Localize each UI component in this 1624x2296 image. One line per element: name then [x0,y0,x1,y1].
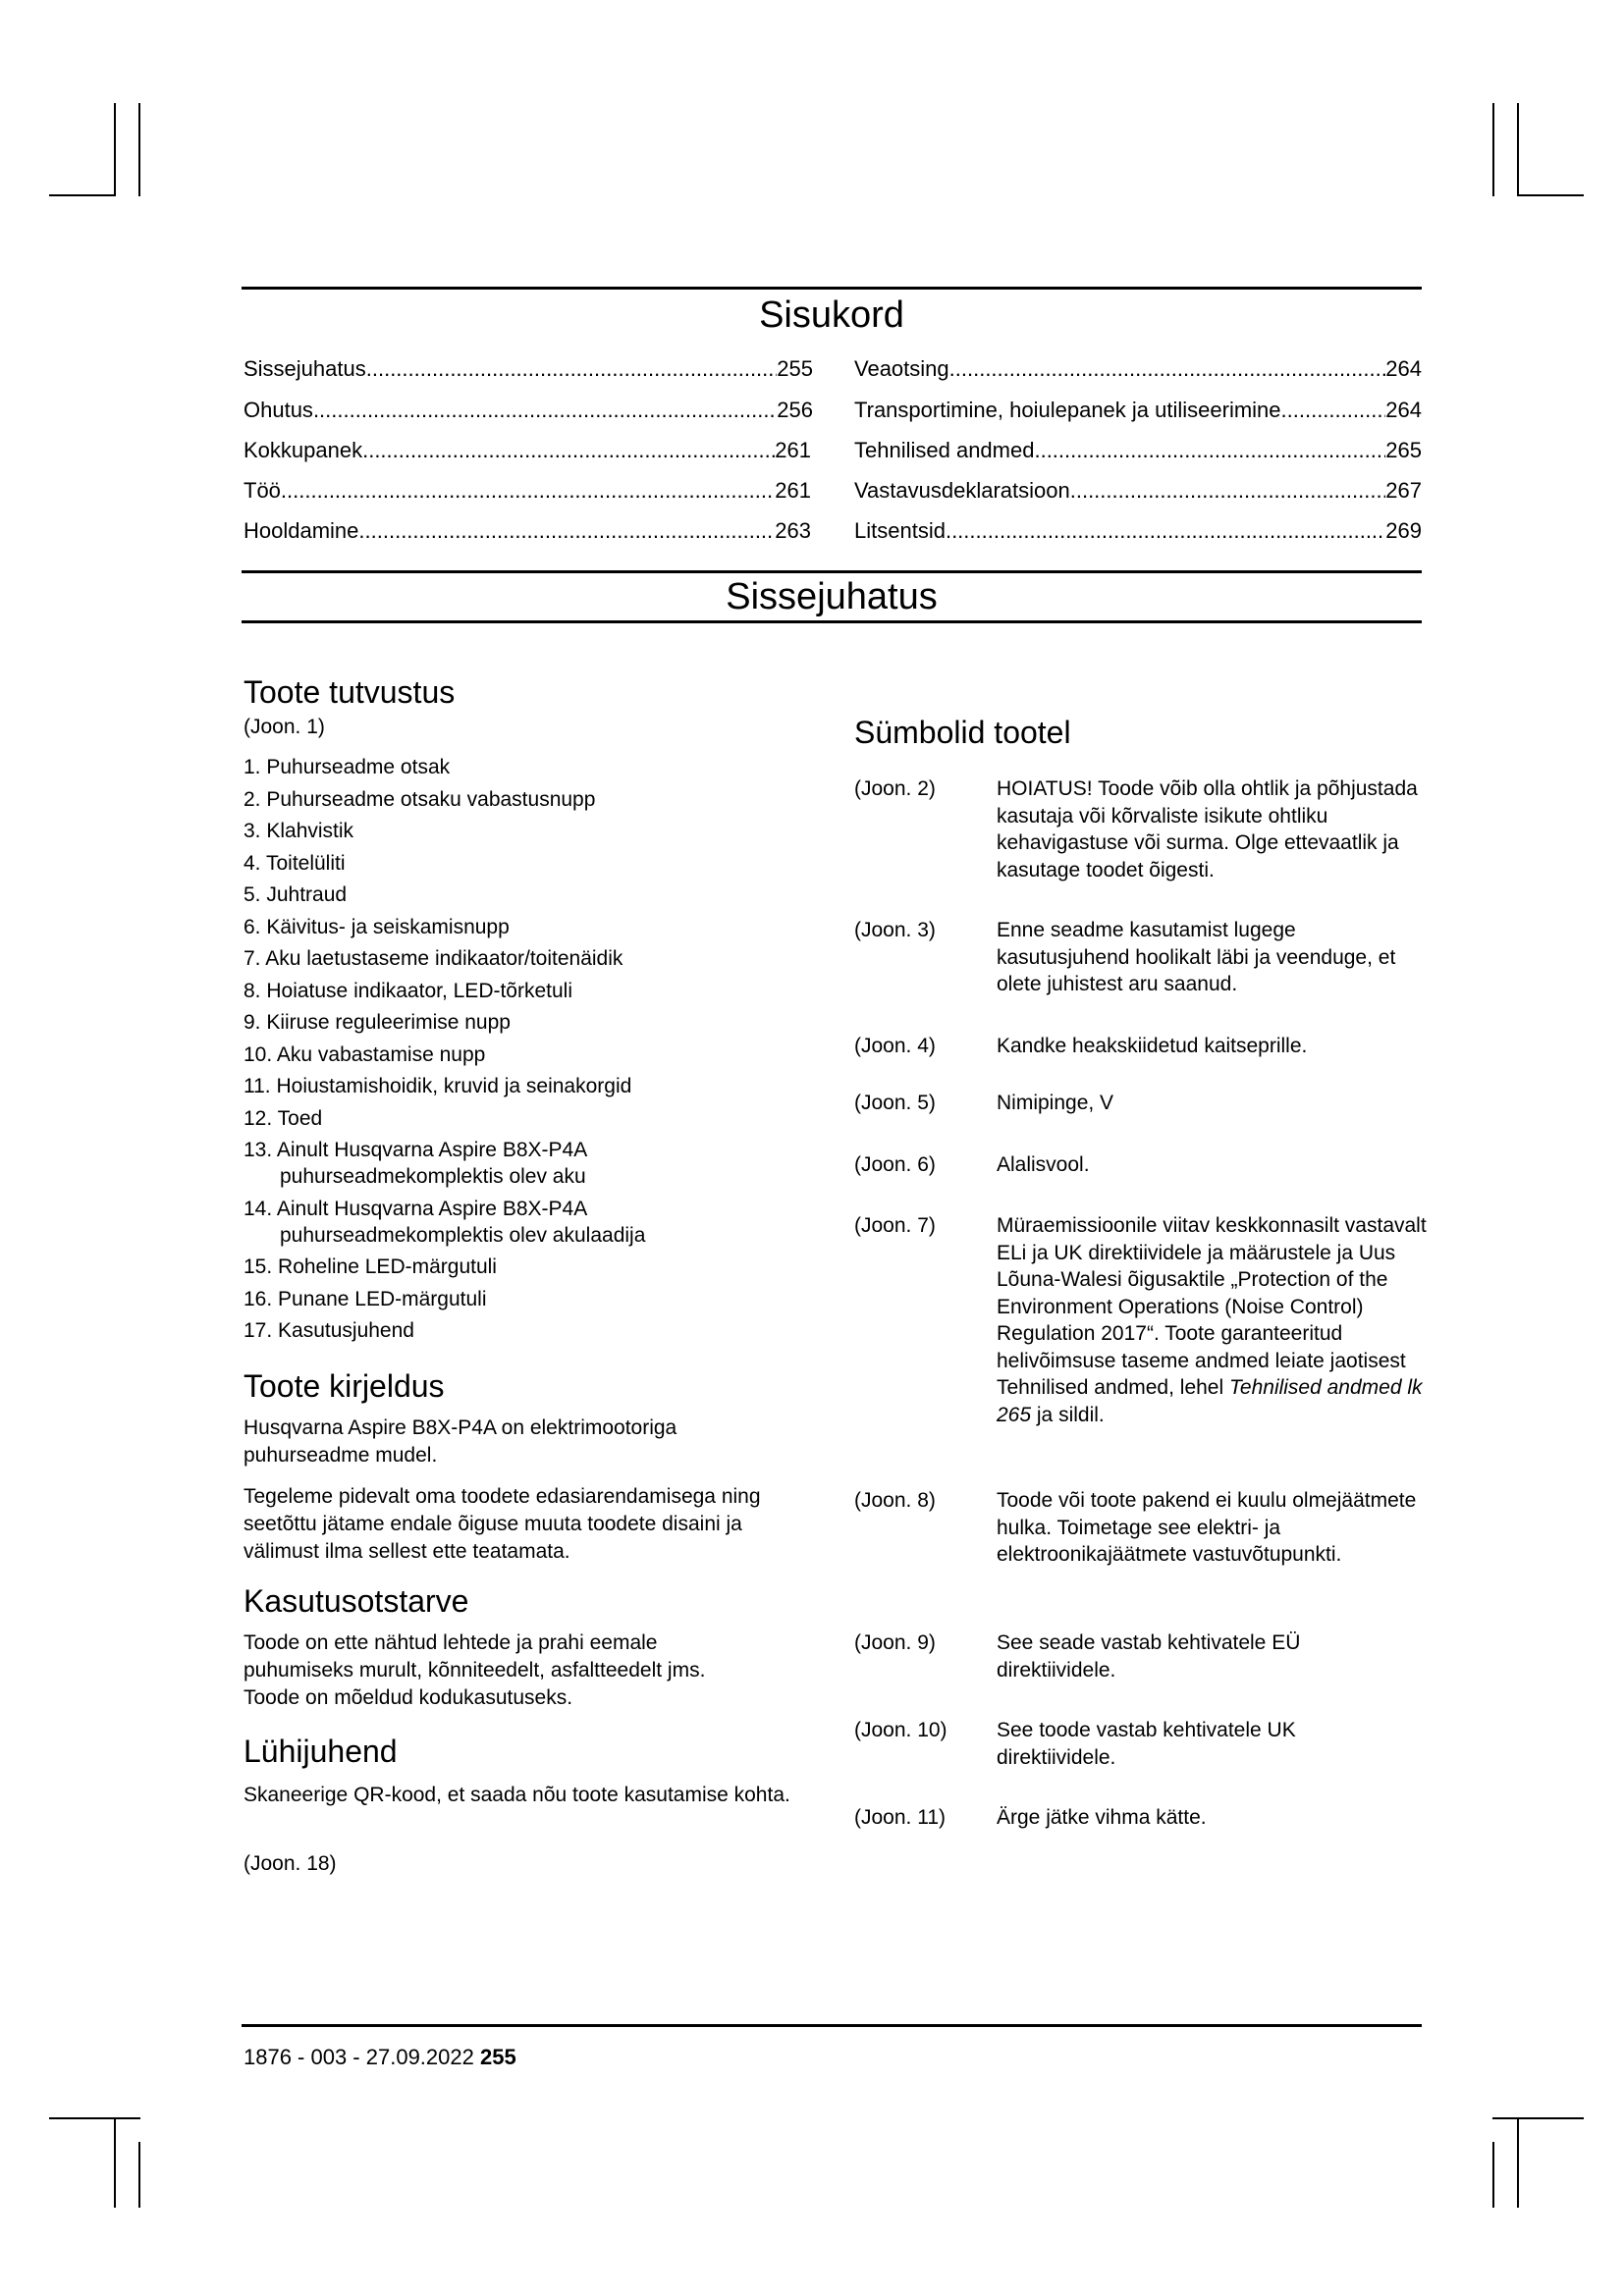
crop-mark [1492,103,1494,196]
list-item: 15. Roheline LED-märgutuli [244,1255,497,1278]
toc-entry-label: Kokkupanek [244,438,363,462]
list-item: 12. Toed [244,1106,323,1130]
crop-mark [138,103,140,196]
toc-entry-page: 264 [1385,398,1422,422]
list-item: 11. Hoiustamishoidik, kruvid ja seinakorgid [244,1075,632,1097]
toc-entry[interactable] [854,397,1422,424]
list-item: 5. Juhtraud [244,883,348,906]
symbol-description: Alalisvool. [997,1153,1090,1176]
symbol-ref: (Joon. 8) [854,1489,936,1512]
intended-use-heading: Kasutusotstarve [244,1583,469,1619]
symbol-ref: (Joon. 9) [854,1631,936,1654]
list-item: 1. Puhurseadme otsak [244,756,451,778]
quick-guide-text: Skaneerige QR-kood, et saada nõu toote kasutamise kohta. [244,1784,790,1806]
crop-mark [1517,103,1519,196]
crop-mark [1492,2117,1584,2119]
crop-mark [138,2142,140,2208]
list-item: 10. Aku vabastamise nupp [244,1042,486,1066]
toc-entry[interactable] [854,517,1422,545]
product-overview-ref: (Joon. 1) [244,716,325,738]
toc-entry[interactable] [244,355,813,383]
toc-entry-page: 269 [1385,518,1422,543]
toc-entry-label: Ohutus [244,398,313,422]
crop-mark [1517,2117,1519,2208]
toc-entry-page: 265 [1385,438,1422,462]
product-description-heading: Toote kirjeldus [244,1368,445,1404]
toc-entry-page: 255 [777,356,813,381]
toc-entry[interactable] [244,437,811,464]
toc-leader [1034,437,1385,464]
product-description-paragraph: Husqvarna Aspire B8X-P4A on elektrimootoriga puhurseadme mudel. [244,1416,677,1467]
symbol-ref: (Joon. 10) [854,1719,947,1741]
toc-entry-page: 264 [1385,356,1422,381]
toc-entry-label: Transportimine, hoiulepanek ja utiliseerimine [854,398,1281,422]
toc-leader [1281,397,1386,424]
toc-leader [281,477,775,505]
chapter-bottom-rule [242,620,1422,623]
symbol-ref: (Joon. 3) [854,919,936,941]
toc-entry[interactable] [854,477,1422,505]
toc-entry[interactable] [244,517,811,545]
symbol-ref: (Joon. 6) [854,1153,936,1176]
symbol-description: See seade vastab kehtivatele EÜ direktiividele. [997,1631,1301,1682]
toc-leader [358,517,775,545]
toc-leader [949,355,1386,383]
crop-mark [114,2117,116,2208]
list-item: 7. Aku laetustaseme indikaator/toitenäidik [244,947,623,970]
toc-entry-label: Litsentsid [854,518,946,543]
toc-entry[interactable] [244,397,813,424]
footer [244,2044,516,2071]
symbols-heading: Sümbolid tootel [854,715,1071,750]
crop-mark [1492,2142,1494,2208]
toc-entry-label: Tehnilised andmed [854,438,1035,462]
symbol-ref: (Joon. 4) [854,1035,936,1057]
cross-reference-link[interactable]: Tehnilised andmed lk 265 [997,1376,1423,1426]
toc-leader [313,397,777,424]
list-item: 8. Hoiatuse indikaator, LED-tõrketuli [244,979,573,1002]
toc-entry-page: 256 [777,398,813,422]
toc-top-rule [242,287,1422,290]
symbol-ref: (Joon. 11) [854,1806,946,1829]
quick-guide-ref: (Joon. 18) [244,1852,337,1875]
list-item: 17. Kasutusjuhend [244,1319,414,1342]
chapter-title: Sissejuhatus [726,576,938,617]
list-item: 16. Punane LED-märgutuli [244,1287,487,1310]
toc-entry-label: Veaotsing [854,356,949,381]
symbol-description: Enne seadme kasutamist lugege kasutusjuhend hoolikalt läbi ja veenduge, et olete juhistest aru saanud. [997,919,1396,995]
symbol-ref: (Joon. 2) [854,777,936,800]
product-parts-list [244,754,793,1350]
list-item: 9. Kiiruse reguleerimise nupp [244,1011,511,1034]
list-item: 6. Käivitus- ja seiskamisnupp [244,915,510,938]
toc-entry-label: Sissejuhatus [244,356,366,381]
symbol-description: HOIATUS! Toode võib olla ohtlik ja põhjustada kasutaja või kõrvaliste isikute ohtliku kehavigastuse või surma. Olge ettevaatlik ja kasutage toodet õigesti. [997,777,1418,881]
toc-entry-page: 261 [775,478,811,503]
toc-leader [946,517,1385,545]
quick-guide-heading: Lühijuhend [244,1734,398,1769]
toc-entry[interactable] [244,477,811,505]
toc-leader [1070,477,1386,505]
chapter-top-rule [242,570,1422,573]
intended-use-text: Toode on ette nähtud lehtede ja prahi eemale puhumiseks murult, kõnniteedelt, asfaltteedelt jms. Toode on mõeldud kodukasutuseks. [244,1631,706,1709]
product-overview-heading: Toote tutvustus [244,674,456,710]
crop-mark [49,194,116,196]
list-item: 14. Ainult Husqvarna Aspire B8X-P4A puhurseadmekomplektis olev akulaadija [244,1197,646,1247]
toc-entry[interactable] [854,437,1422,464]
symbol-description [997,1212,1429,1428]
symbol-ref: (Joon. 7) [854,1214,936,1237]
symbol-description-text: Müraemissioonile viitav keskkonnasilt vastavalt ELi ja UK direktiividele ja määrustele ja Uus Lõuna-Walesi õigusaktile „Protection of the Environment Operations (Noise Control) Regulation 2017“. Toote garanteeritud helivõimsuse taseme andmed leiate jaotisest Tehnilised andmed, lehel [997,1214,1427,1399]
crop-mark [114,103,116,196]
crop-mark [1517,194,1584,196]
product-description-paragraph: Tegeleme pidevalt oma toodete edasiarendamisega ning seetõttu jätame endale õiguse muuta toodete disaini ja välimust ilma sellest ette teatamata. [244,1485,761,1563]
list-item: 4. Toitelüliti [244,851,346,875]
crop-mark [49,2117,140,2119]
symbol-description: Nimipinge, V [997,1092,1114,1114]
toc-leader [362,437,775,464]
footer-rule [242,2024,1422,2027]
symbol-description-text: ja sildil. [1036,1403,1105,1426]
toc-entry-label: Hooldamine [244,518,359,543]
symbol-description: Ärge jätke vihma kätte. [997,1806,1207,1829]
toc-entry[interactable] [854,355,1422,383]
symbol-description: Kandke heakskiidetud kaitseprille. [997,1035,1308,1057]
toc-entry-page: 263 [775,518,811,543]
list-item: 3. Klahvistik [244,820,354,842]
footer-doc-ref: 1876 - 003 - 27.09.2022 [244,2045,474,2069]
symbol-description: See toode vastab kehtivatele UK direktiividele. [997,1719,1296,1769]
list-item: 13. Ainult Husqvarna Aspire B8X-P4A puhurseadmekomplektis olev aku [244,1139,587,1188]
toc-entry-page: 267 [1385,478,1422,503]
symbol-ref: (Joon. 5) [854,1092,936,1114]
list-item: 2. Puhurseadme otsaku vabastusnupp [244,787,596,811]
footer-page-number: 255 [479,2045,516,2069]
toc-title: Sisukord [759,294,904,336]
symbol-description: Toode või toote pakend ei kuulu olmejäätmete hulka. Toimetage see elektri- ja elektroonikajäätmete vastuvõtupunkti. [997,1489,1417,1566]
toc-entry-page: 261 [775,438,811,462]
toc-leader [366,355,778,383]
toc-entry-label: Töö [244,478,281,503]
toc-entry-label: Vastavusdeklaratsioon [854,478,1070,503]
